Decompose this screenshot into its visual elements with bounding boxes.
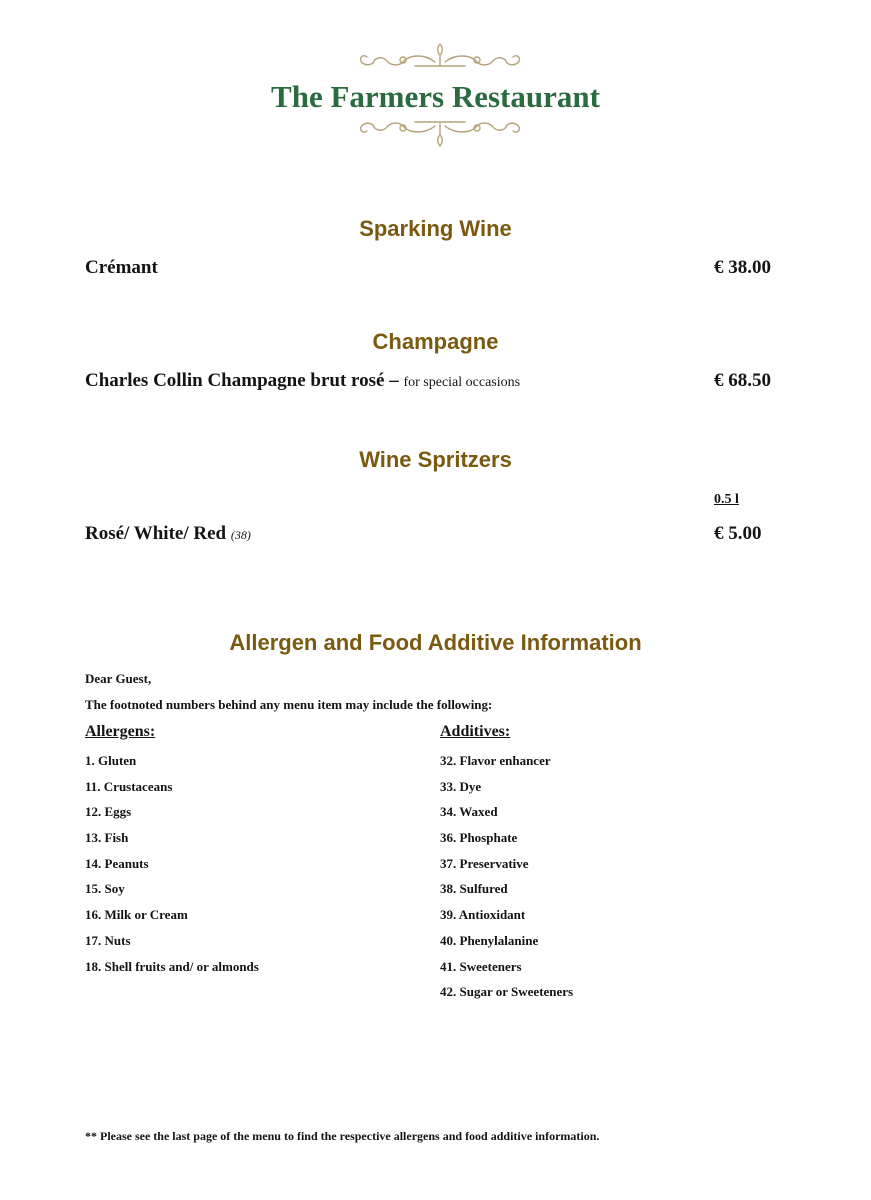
- list-item: 13. Fish: [85, 830, 129, 846]
- item-row-champagne: [85, 369, 520, 395]
- list-item: 42. Sugar or Sweeteners: [440, 984, 574, 1000]
- list-item: 16. Milk or Cream: [85, 907, 188, 923]
- item-name-charles-collin: Charles Collin Champagne brut rosé –: [85, 370, 399, 391]
- list-item: 41. Sweeteners: [440, 958, 522, 974]
- list-item: 14. Peanuts: [85, 855, 149, 871]
- allergens-heading: Allergens:: [85, 723, 156, 740]
- section-heading-sparkling-wine: Sparking Wine: [359, 216, 512, 241]
- item-price-charles-collin: € 68.50: [714, 370, 771, 391]
- item-name-cremant: Crémant: [85, 257, 158, 278]
- list-item: 40. Phenylalanine: [440, 932, 539, 948]
- item-price-spritzer: € 5.00: [714, 523, 762, 544]
- list-item: 34. Waxed: [440, 804, 498, 820]
- item-price-cremant: € 38.00: [714, 257, 771, 278]
- ornament-top-icon: [355, 40, 525, 70]
- list-item: 38. Sulfured: [440, 881, 508, 897]
- list-item: 39. Antioxidant: [440, 907, 526, 923]
- list-item: 33. Dye: [440, 778, 482, 794]
- additives-heading: Additives:: [440, 723, 511, 740]
- greeting-text: Dear Guest,: [85, 671, 152, 686]
- list-item: 15. Soy: [85, 881, 125, 897]
- list-item: 17. Nuts: [85, 932, 131, 948]
- item-row-spritzer: [85, 522, 251, 547]
- item-note-special-occasions: for special occasions: [403, 375, 521, 390]
- ornament-bottom-icon: [355, 118, 525, 148]
- list-item: 37. Preservative: [440, 855, 529, 871]
- list-item: 18. Shell fruits and/ or almonds: [85, 958, 259, 974]
- list-item: 12. Eggs: [85, 804, 132, 820]
- allergens-list: [85, 752, 259, 983]
- section-heading-allergen-info: Allergen and Food Additive Information: [229, 630, 642, 655]
- section-heading-wine-spritzers: Wine Spritzers: [359, 447, 512, 472]
- list-item: 11. Crustaceans: [85, 778, 173, 794]
- list-item: 32. Flavor enhancer: [440, 753, 551, 768]
- list-item: 1. Gluten: [85, 753, 137, 768]
- section-heading-champagne: Champagne: [372, 329, 499, 354]
- intro-text: The footnoted numbers behind any menu item may include the following:: [85, 697, 493, 712]
- additives-list: [440, 752, 573, 1009]
- restaurant-name: The Farmers Restaurant: [271, 79, 600, 114]
- list-item: 36. Phosphate: [440, 830, 518, 846]
- footer-note: ** Please see the last page of the menu to find the respective allergens and food additive information.: [85, 1129, 600, 1143]
- item-footnote-spritzer: (38): [230, 528, 251, 542]
- item-name-spritzer: Rosé/ White/ Red: [85, 523, 227, 544]
- size-label: 0.5 l: [714, 492, 739, 507]
